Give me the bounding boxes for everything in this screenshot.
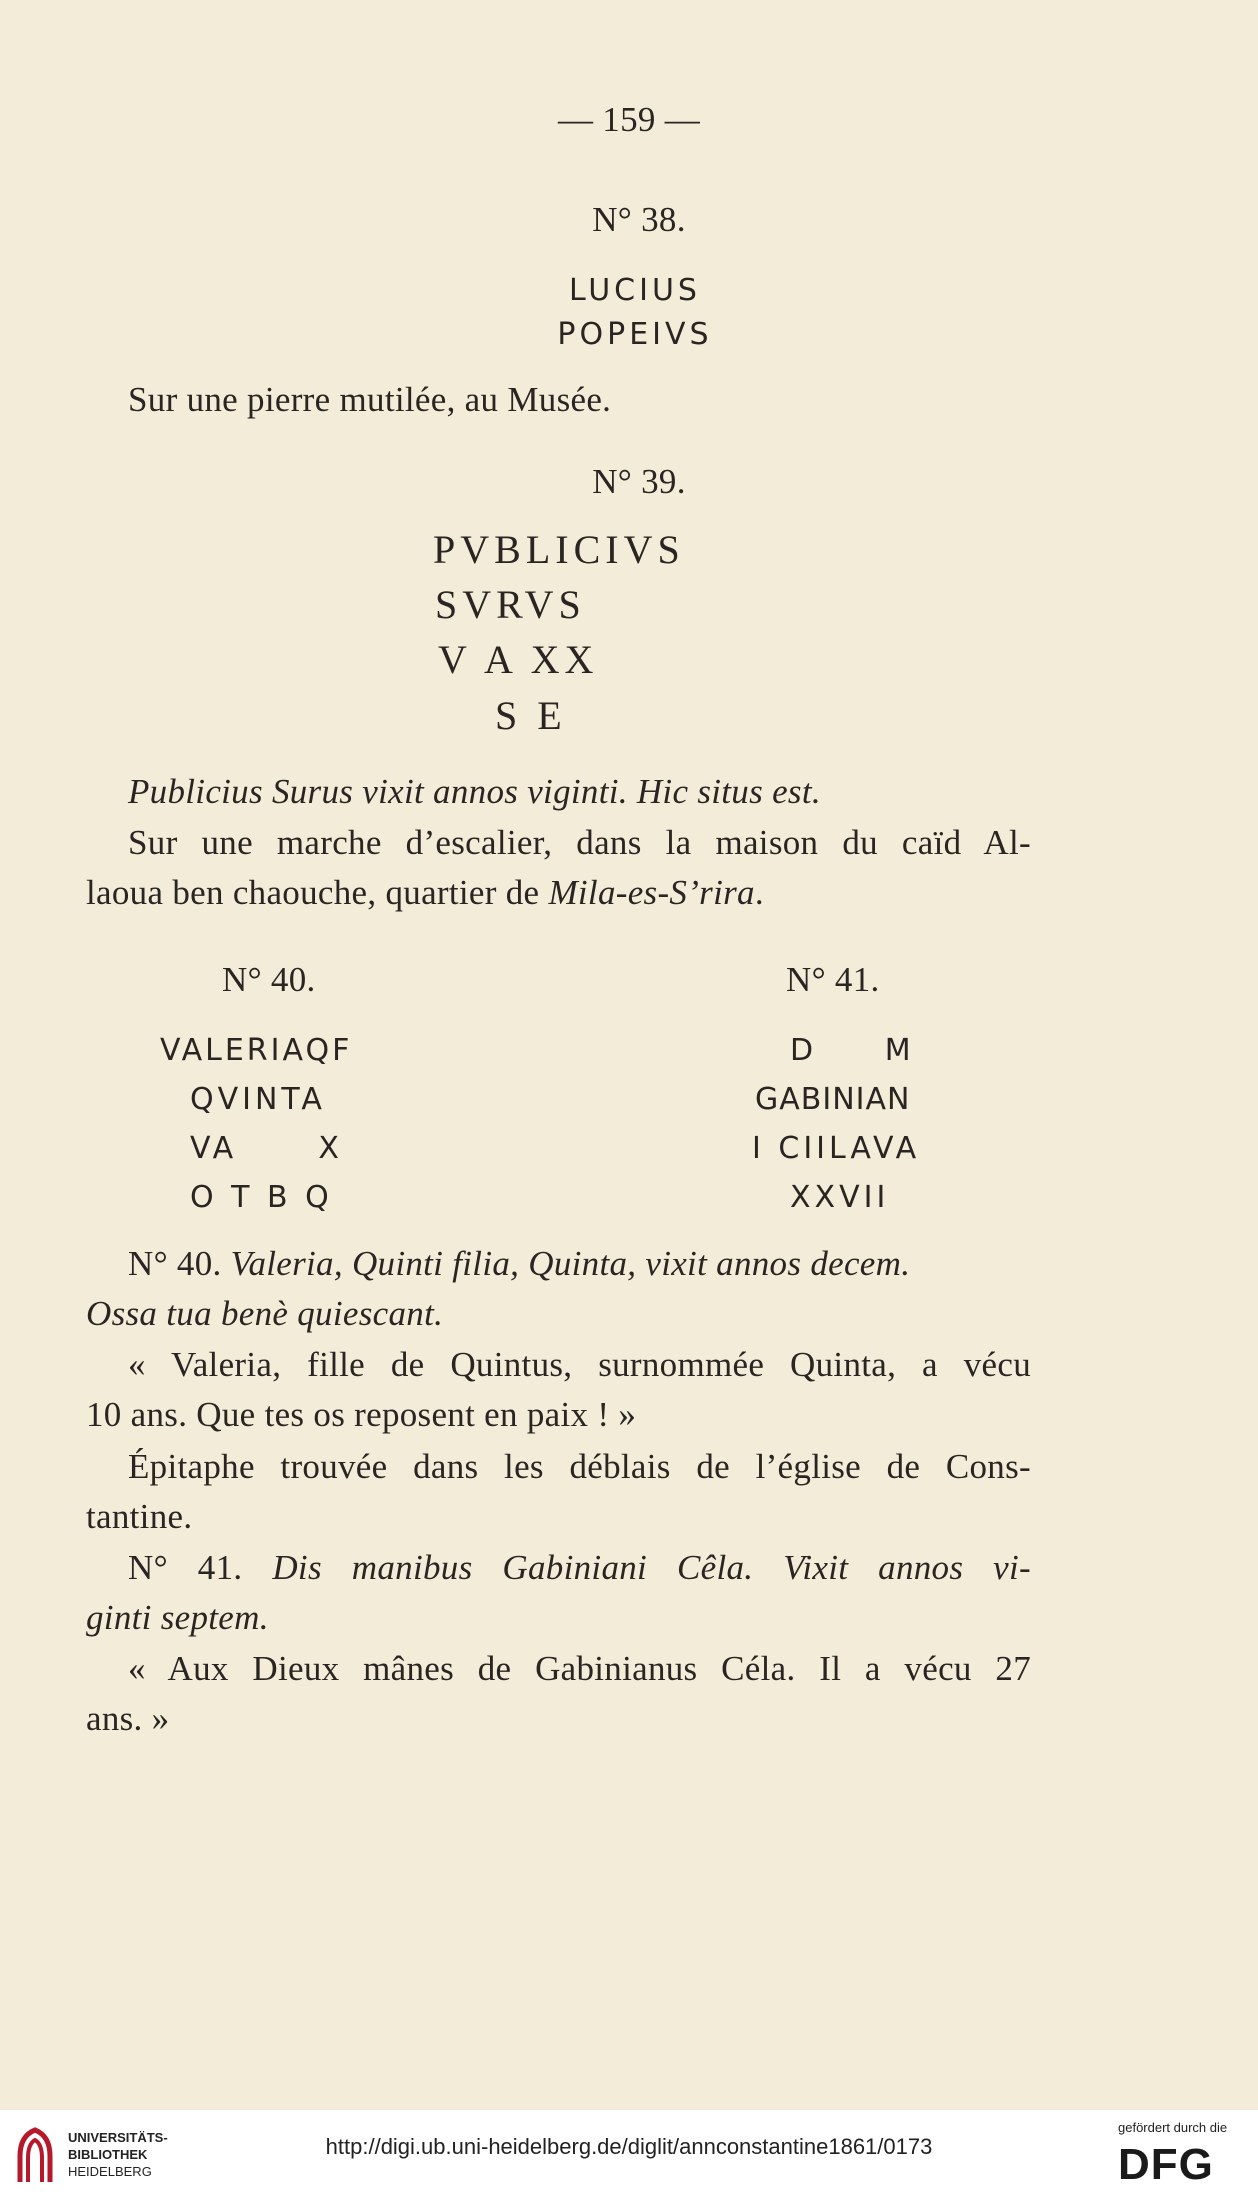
commentary-n40-french1: « Valeria, fille de Quintus, surnommée Quinta, a vécu: [128, 1345, 1031, 1384]
commentary-n40-line2: Ossa tua benè quiescant.: [86, 1294, 444, 1333]
inscription-n41-line3: I CIILAVA: [752, 1131, 921, 1166]
commentary-n41-line1: [128, 1548, 1031, 1588]
commentary-n40-french2: 10 ans. Que tes os reposent en paix ! »: [86, 1395, 637, 1434]
note-n39-line2: [86, 873, 764, 913]
inscription-n41-line1: D M: [790, 1033, 915, 1068]
inscription-n40-line2: QVINTA: [190, 1082, 326, 1117]
commentary-n41-french2: ans. »: [86, 1699, 170, 1738]
note-n39-line2-plain: laoua ben chaouche, quartier de: [86, 873, 549, 912]
commentary-n40-epitaph2: tantine.: [86, 1497, 193, 1536]
dfg-logo[interactable]: DFG: [1118, 2140, 1214, 2189]
note-n38: Sur une pierre mutilée, au Musée.: [128, 380, 612, 419]
inscription-n41-line4: XXVII: [790, 1180, 890, 1215]
inscription-n39-line2: SVRVS: [435, 582, 586, 627]
heading-n38: N° 38.: [592, 200, 686, 239]
commentary-n40-line1: [128, 1244, 1031, 1284]
commentary-n40-epitaph1: Épitaphe trouvée dans les déblais de l’église de Cons-: [128, 1447, 1031, 1486]
commentary-n41-label: N° 41.: [128, 1548, 243, 1587]
inscription-n39-line1: PVBLICIVS: [433, 527, 685, 572]
library-line3: HEIDELBERG: [68, 2164, 152, 2179]
commentary-n41-line2: ginti septem.: [86, 1598, 269, 1637]
commentary-n40-latin: Valeria, Quinti filia, Quinta, vixit annos decem.: [230, 1244, 911, 1283]
library-line1: UNIVERSITÄTS-: [68, 2130, 168, 2145]
inscription-n39-line3: V A XX: [438, 637, 599, 682]
inscription-n41-line2: GABINIAN: [755, 1082, 911, 1117]
inscription-n38-line1: LUCIUS: [569, 273, 701, 308]
note-n39-line2-end: .: [754, 873, 764, 912]
footer-bar: [0, 2110, 1258, 2201]
commentary-n41-french1: « Aux Dieux mânes de Gabinianus Céla. Il a vécu 27: [128, 1649, 1031, 1688]
commentary-n41-latin: Dis manibus Gabiniani Cêla. Vixit annos vi-: [272, 1548, 1031, 1587]
funding-caption: gefördert durch die: [1118, 2120, 1228, 2135]
heading-n41: N° 41.: [786, 960, 880, 999]
note-n39-line1: Sur une marche d’escalier, dans la maison du caïd Al-: [128, 823, 1031, 862]
translation-n39: Publicius Surus vixit annos viginti. Hic situs est.: [128, 772, 821, 811]
heading-n39: N° 39.: [592, 462, 686, 501]
inscription-n39-line4: S E: [495, 693, 567, 738]
page-number: — 159 —: [557, 100, 701, 139]
commentary-n40-label: N° 40.: [128, 1244, 222, 1283]
place-name: Mila-es-S’rira: [548, 873, 755, 912]
heading-n40: N° 40.: [222, 960, 316, 999]
inscription-n40-line4: O T B Q: [190, 1180, 333, 1215]
inscription-n38-line2: POPEIVS: [557, 317, 713, 352]
inscription-n40-line3: VA X: [190, 1131, 343, 1166]
inscription-n40-line1: VALERIAQF: [160, 1033, 353, 1068]
library-line2: BIBLIOTHEK: [68, 2147, 148, 2162]
permalink[interactable]: http://digi.ub.uni-heidelberg.de/diglit/annconstantine1861/0173: [325, 2134, 933, 2159]
